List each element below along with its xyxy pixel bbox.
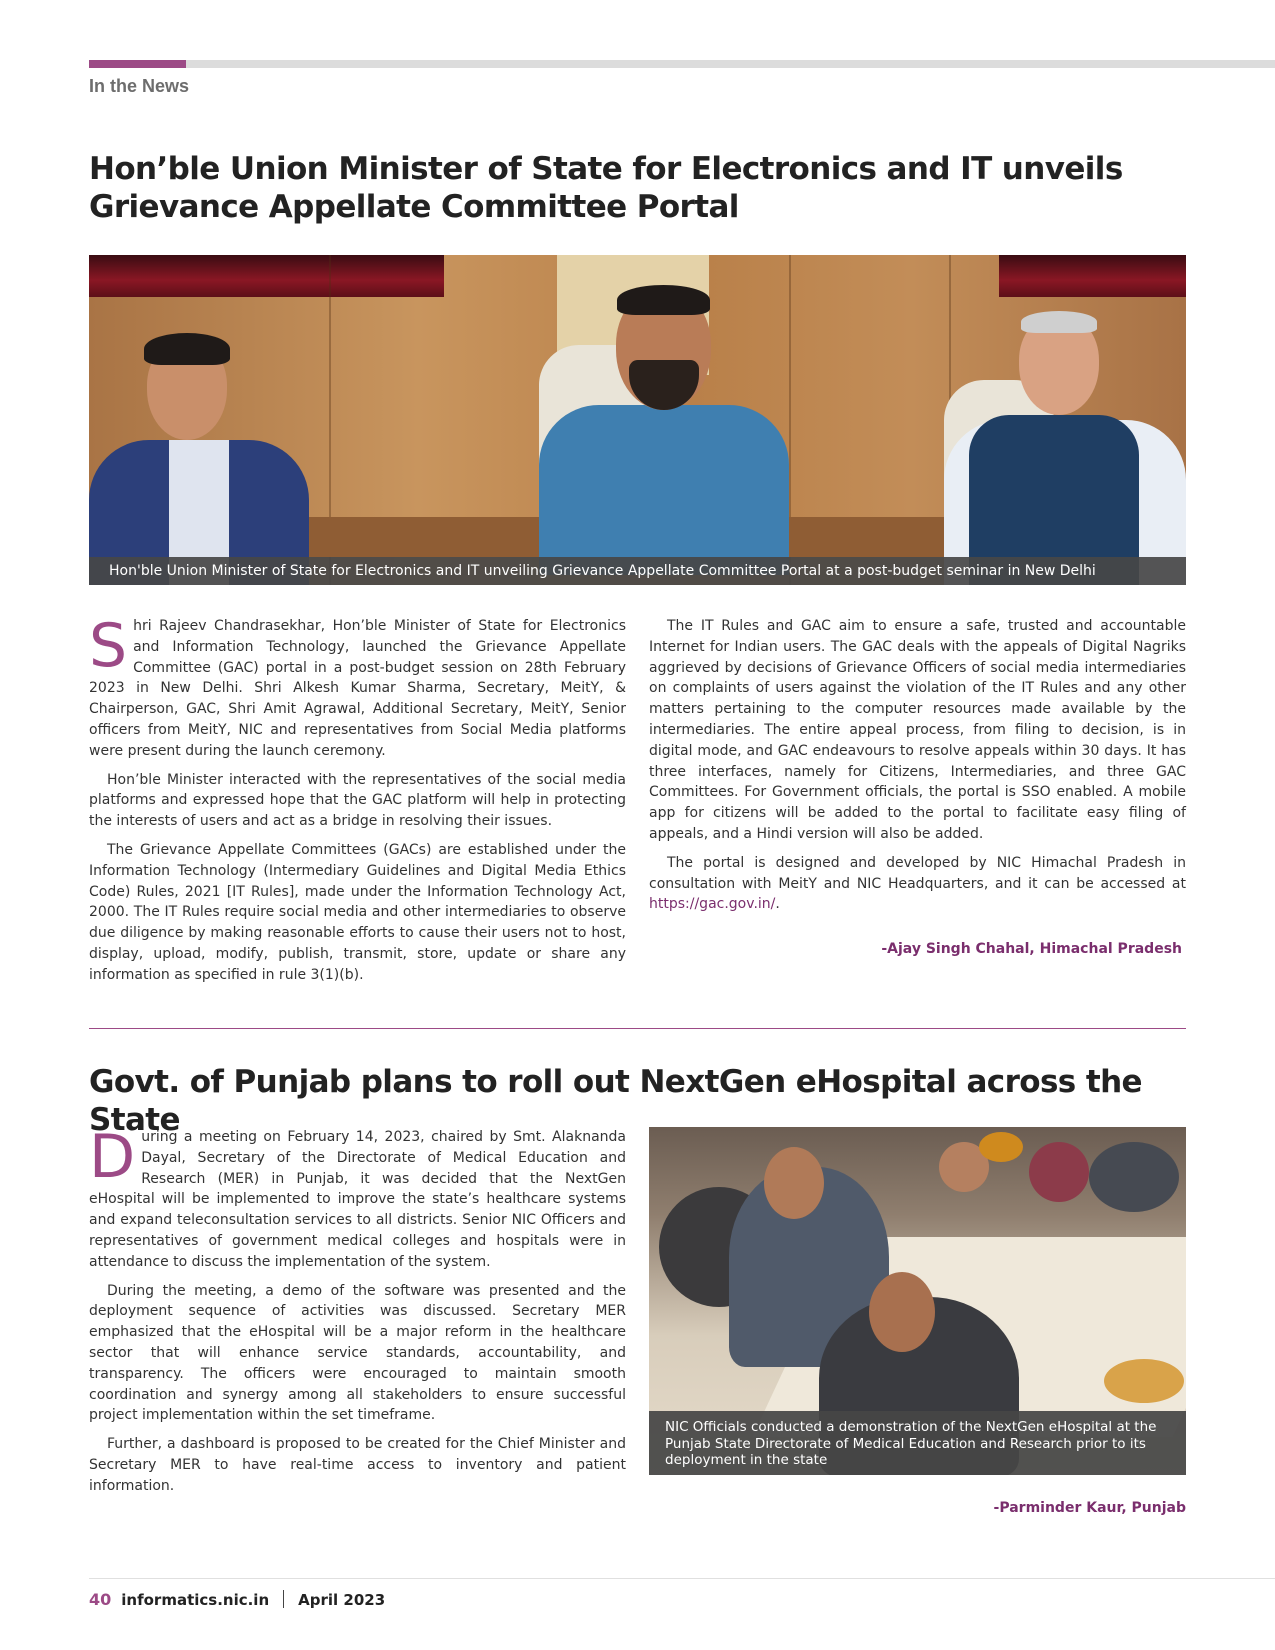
header-rule	[89, 60, 1275, 68]
article1-paragraph-2: Hon’ble Minister interacted with the representatives of the social media platforms and expressed hope that the GAC platform will help in protecting the interests of users and act as a bridge in resolving their issues.	[89, 771, 626, 830]
article2-paragraph-3: Further, a dashboard is proposed to be created for the Chief Minister and Secretary MER to have real-time access to inventory and patient information.	[89, 1436, 626, 1494]
article2-paragraph-1: During a meeting on February 14, 2023, chaired by Smt. Alaknanda Dayal, Secretary of the Directorate of Medical Education and Research (MER) in Punjab, it was decided that the NextGen eHospital will be implemented to improve the state’s healthcare systems and expand teleconsultation services to all districts. Senior NIC Officers and representatives of government medical colleges and hospitals were in attendance to discuss the implementation of the system.	[89, 1122, 626, 1270]
article1-paragraph-3: The Grievance Appellate Committees (GACs) are established under the Information Technology (Intermediary Guidelines and Digital Media Ethics Code) Rules, 2021 [IT Rules], made under the Information Technology Act, 2000. The IT Rules require social media and other intermediaries to observe due diligence by making reasonable efforts to cause their users not to host, display, upload, modify, publish, transmit, store, update or share any information as specified in rule 3(1)(b).	[89, 841, 626, 983]
article1-author: -Ajay Singh Chahal, Himachal Pradesh	[881, 941, 1182, 957]
article-divider	[89, 1028, 1186, 1029]
footer-rule	[89, 1578, 1275, 1579]
article1-photo-caption: Hon'ble Union Minister of State for Electronics and IT unveiling Grievance Appellate Committee Portal at a post-budget seminar in New Delhi	[89, 557, 1186, 585]
article2-dropcap: D	[89, 1122, 136, 1192]
footer-site: informatics.nic.in	[121, 1591, 270, 1609]
footer-separator	[283, 1590, 284, 1608]
article1-headline: Hon’ble Union Minister of State for Electronics and IT unveils Grievance Appellate Committee Portal	[89, 151, 1123, 225]
article1-column-left	[89, 611, 626, 994]
article2-photo	[649, 1127, 1186, 1475]
page-number: 40	[89, 1590, 112, 1609]
article2-author: -Parminder Kaur, Punjab	[993, 1500, 1186, 1516]
article1-paragraph-5: The portal is designed and developed by NIC Himachal Pradesh in consultation with MeitY and NIC Headquarters, and it can be accessed at https://gac.gov.in/.	[649, 854, 1186, 913]
article1-column-right	[649, 616, 1186, 923]
article2-column-left	[89, 1122, 626, 1505]
header-rule-accent	[89, 60, 186, 68]
article1-photo	[89, 255, 1186, 585]
page-footer	[89, 1590, 385, 1609]
article2-paragraph-2: During the meeting, a demo of the software was presented and the deployment sequence of activities was discussed. Secretary MER emphasized that the eHospital will be a major reform in the healthcare sector that will enhance service standards, accountability, and transparency. The officers were encouraged to maintain smooth coordination and synergy among all stakeholders to ensure successful project implementation within the set timeframe.	[89, 1282, 626, 1424]
article2-headline: Govt. of Punjab plans to roll out NextGen eHospital across the State	[89, 1064, 1142, 1138]
section-label: In the News	[89, 76, 190, 96]
article2-photo-caption: NIC Officials conducted a demonstration of the NextGen eHospital at the Punjab State Directorate of Medical Education and Research prior to its deployment in the state	[649, 1411, 1186, 1475]
article1-dropcap: S	[89, 611, 128, 681]
article1-paragraph-1: Shri Rajeev Chandrasekhar, Hon’ble Minister of State for Electronics and Information Technology, launched the Grievance Appellate Committee (GAC) portal in a post-budget session on 28th February 2023 in New Delhi. Shri Alkesh Kumar Sharma, Secretary, MeitY, & Chairperson, GAC, Shri Amit Agrawal, Additional Secretary, MeitY, Senior officers from MeitY, NIC and representatives from Social Media platforms were present during the launch ceremony.	[89, 611, 626, 759]
gac-portal-link[interactable]: https://gac.gov.in/	[649, 896, 776, 913]
footer-issue: April 2023	[298, 1591, 386, 1609]
article1-paragraph-4: The IT Rules and GAC aim to ensure a safe, trusted and accountable Internet for Indian users. The GAC deals with the appeals of Digital Nagriks aggrieved by decisions of Grievance Officers of social media intermediaries on complaints of users against the violation of the IT Rules and any other matters pertaining to the computer resources made available by the intermediaries. The entire appeal process, from filing to decision, is in digital mode, and GAC endeavours to resolve appeals within 30 days. It has three interfaces, namely for Citizens, Intermediaries, and three GAC Committees. For Government officials, the portal is SSO enabled. A mobile app for citizens will be added to the portal to facilitate easy filing of appeals, and a Hindi version will also be added.	[649, 618, 1186, 842]
